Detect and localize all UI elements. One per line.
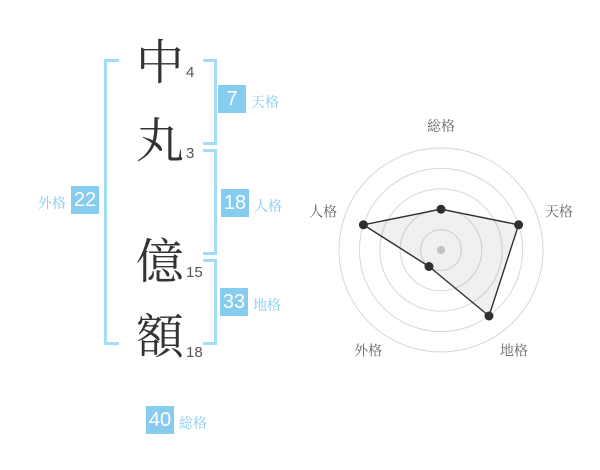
soukaku-label: 総格 <box>179 415 207 431</box>
jinkaku-value-box: 18 <box>221 189 249 217</box>
name-char-2: 丸 <box>135 115 184 168</box>
tenkaku-label: 天格 <box>251 94 279 110</box>
axis-label: 天格 <box>544 203 573 220</box>
jinkaku-label: 人格 <box>254 198 282 214</box>
gaikaku-bracket <box>104 59 119 345</box>
data-point <box>425 262 434 271</box>
gaikaku-value-box: 22 <box>71 186 99 214</box>
data-point <box>359 220 368 229</box>
chikaku-label: 地格 <box>253 297 281 313</box>
data-point <box>514 220 523 229</box>
name-char-3: 億 <box>135 236 184 289</box>
soukaku-value-box: 40 <box>146 406 174 434</box>
gaikaku-label: 外格 <box>38 195 66 211</box>
stroke-count-1: 4 <box>186 64 195 81</box>
axis-label: 外格 <box>354 342 383 359</box>
axis-label: 総格 <box>427 118 455 134</box>
data-point <box>485 312 494 321</box>
tenkaku-value-box: 7 <box>218 85 246 113</box>
stroke-count-3: 15 <box>186 264 203 281</box>
jinkaku-bracket <box>203 149 217 255</box>
name-char-1: 中 <box>135 37 184 90</box>
name-char-4: 額 <box>135 311 184 364</box>
axis-label: 地格 <box>499 342 528 359</box>
stroke-count-2: 3 <box>186 145 195 162</box>
data-point <box>437 205 446 214</box>
radar-chart <box>291 100 591 400</box>
chikaku-value-box: 33 <box>220 288 248 316</box>
radar-series-polygon <box>363 209 518 316</box>
chart-center-dot <box>437 246 445 254</box>
axis-label: 人格 <box>309 203 338 220</box>
stroke-count-4: 18 <box>186 344 203 361</box>
